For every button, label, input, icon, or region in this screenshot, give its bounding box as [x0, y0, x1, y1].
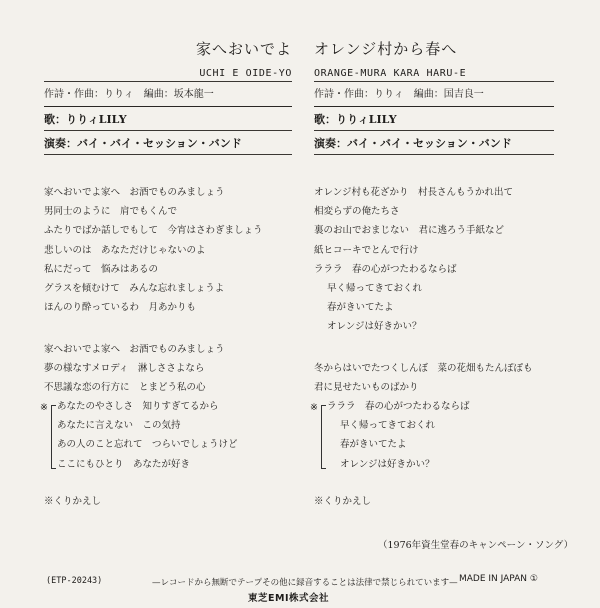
lyric-line: 早く帰ってきておくれ [327, 282, 423, 294]
lyric-line: オレンジ村も花ざかり 村長さんもうかれ出て [314, 187, 514, 198]
lyric-line: 悲しいのは あなただけじゃないのよ [44, 244, 206, 256]
copyright-warning: —レコードから無断でテープその他に録音することは法律で禁じられています— [152, 578, 458, 588]
right-divider-1 [314, 81, 554, 82]
right-repeat-note: ※くりかえし [314, 496, 372, 507]
lyric-line: 裏のお山でおまじない 君に逃ろう手紙など [314, 225, 505, 237]
lyric-line: 家へおいでよ家へ お酒でものみましょう [44, 344, 225, 355]
left-divider-4 [44, 154, 292, 155]
right-verse-2 [314, 359, 533, 397]
lyric-line: あなたに言えない この気持 [57, 420, 181, 432]
campaign-note: （1976年資生堂春のキャンペーン・ソング） [378, 540, 574, 551]
right-song-title: オレンジ村から春へ [314, 40, 458, 58]
left-credit-band: 演奏：バイ・バイ・セッション・バンド [44, 137, 242, 150]
left-chorus-mark: ※ [40, 402, 48, 413]
right-credit-singer: 歌：りりィLILY [314, 113, 397, 126]
left-verse-2 [44, 340, 225, 398]
lyric-line: 春がきいてたよ [340, 439, 407, 451]
lyric-line: あなたのやさしさ 知りすぎてるから [57, 401, 219, 412]
left-song-title: 家へおいでよ [195, 40, 292, 58]
right-divider-2 [314, 106, 554, 107]
left-credit-singer: 歌：りりィLILY [44, 113, 127, 126]
left-verse-1 [44, 183, 263, 317]
left-repeat-note: ※くりかえし [44, 496, 102, 507]
left-song-romaji-title: UCHI E OIDE-YO [199, 68, 292, 79]
right-credit-writers: 作詩・作曲：りりィ 編曲：国吉良一 [314, 89, 484, 100]
lyric-line: ここにもひとり あなたが好き [57, 458, 191, 470]
lyric-line: オレンジは好きかい？ [327, 321, 422, 333]
lyric-line: 夢の様なすメロディ 淋しささよなら [44, 363, 205, 375]
lyric-line: 冬からはいでたつくしんぼ 菜の花畑もたんぽぽも [314, 363, 533, 374]
left-chorus [44, 397, 238, 474]
lyric-line: 男同士のように 肩でもくんで [44, 206, 178, 218]
lyric-line: 家へおいでよ家へ お酒でものみましょう [44, 187, 225, 198]
right-divider-3 [314, 130, 554, 131]
made-in-japan: MADE IN JAPAN ① [459, 574, 538, 584]
left-divider-3 [44, 130, 292, 131]
lyric-line: オレンジは好きかい？ [340, 458, 435, 470]
right-divider-4 [314, 154, 554, 155]
left-divider-1 [44, 81, 292, 82]
left-song-header [44, 40, 292, 155]
catalog-number: (ETP-20243) [46, 576, 103, 586]
right-verse-1 [314, 183, 513, 337]
record-company: 東芝EMI株式会社 [248, 593, 329, 604]
right-song-header [314, 40, 554, 155]
lyric-line: 春がきいてたよ [327, 302, 394, 314]
lyric-line: 紙ヒコーキでとんで行け [314, 244, 419, 256]
lyric-line: 君に見せたいものばかり [314, 382, 419, 394]
lyric-line: ほんのり酔っているわ 月あかりも [44, 302, 197, 314]
lyric-line: グラスを傾むけて みんな忘れましょうよ [44, 282, 225, 294]
lyric-line: 早く帰ってきておくれ [340, 420, 436, 432]
lyric-line: ラララ 春の心がつたわるならば [314, 263, 457, 275]
lyric-line: 私にだって 悩みはあるの [44, 263, 159, 275]
lyric-line: 不思議な恋の行方に とまどう私の心 [44, 382, 206, 394]
left-credit-writers: 作詩・作曲：りりィ 編曲：坂本龍一 [44, 89, 214, 100]
left-divider-2 [44, 106, 292, 107]
lyric-line: 相変らずの俺たちさ [314, 206, 400, 218]
lyric-line: ラララ 春の心がつたわるならば [327, 401, 470, 412]
right-chorus-mark: ※ [310, 402, 318, 413]
lyric-line: あの人のこと忘れて つらいでしょうけど [57, 439, 238, 451]
right-song-romaji-title: ORANGE-MURA KARA HARU-E [314, 68, 467, 79]
right-chorus [314, 397, 470, 474]
right-credit-band: 演奏：バイ・バイ・セッション・バンド [314, 137, 512, 150]
lyric-line: ふたりでばか話しでもして 今宵はさわぎましょう [44, 225, 263, 237]
